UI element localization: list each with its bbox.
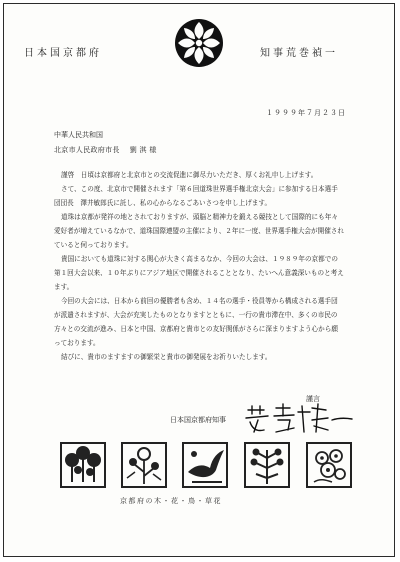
emblem-caption: 京都府の木・花・鳥・草花 [120, 497, 222, 505]
recipient-country: 中華人民共和国 [54, 131, 103, 139]
bird-emblem-icon [182, 442, 228, 488]
emblem-row [60, 442, 352, 492]
recipient-organization: 北京市人民政府市長 [54, 146, 120, 154]
recipient-name: 劉 淇 様 [129, 146, 157, 154]
header-prefecture: 日本国京都府 [24, 48, 102, 59]
handwritten-signature [242, 402, 354, 436]
tree-emblem-icon [60, 442, 106, 488]
letter-paragraph: 貴国においても道珠に対する関心が大きく高まるなか、今回の大会は、１９８９年の京都での第１回大会以来、１０年ぶりにアジア地区で開催されることとなり、たいへん意義深いものと考えます。 [54, 255, 344, 291]
herb-emblem-icon [244, 442, 290, 488]
letter-date: １９９９年７月２３日 [266, 109, 346, 117]
recipient-line [54, 145, 157, 155]
letter-page [3, 3, 395, 557]
letter-body [54, 168, 344, 364]
header-governor: 知事荒巻禎一 [260, 48, 338, 59]
sender-title: 日本国京都府知事 [170, 416, 226, 424]
closing-word: 謹言 [306, 395, 320, 403]
letter-paragraph: さて、この度、北京市で開催されます「第６回道珠世界選手権北京大会」に参加する日本選手団団長 澤井敏郎氏に託し、私の心からなるごあいさつを申し上げます。 [54, 185, 338, 207]
letter-paragraph: 謹啓 日頃は京都府と北京市との交流促進に御尽力いただき、厚くお礼申し上げます。 [61, 171, 318, 179]
flower-emblem-icon [121, 442, 167, 488]
letter-paragraph: 今回の大会には、日本から前回の優勝者も含め、１４名の選手・役員等から構成される選手団が派遣されますが、大会が充実したものとなりますとともに、一行の貴市滞在中、多くの市民の方々との交流が進み、日本と中国、京都府と貴市との友好関係がさらに深まりますよう心から願っております。 [54, 297, 338, 347]
kyoto-crest-icon [174, 18, 224, 68]
blossom-emblem-icon [306, 442, 352, 488]
letter-paragraph: 結びに、貴市のますますの御繁栄と貴市の御発展をお祈りいたします。 [61, 353, 272, 361]
letter-paragraph: 道珠は京都が発祥の地とされておりますが、頭脳と精神力を鍛える競技として国際的にも年々愛好者が増えているなかで、道珠国際連盟の主催により、２年に一度、世界選手権大会が開催されていると伺っております。 [54, 213, 344, 249]
